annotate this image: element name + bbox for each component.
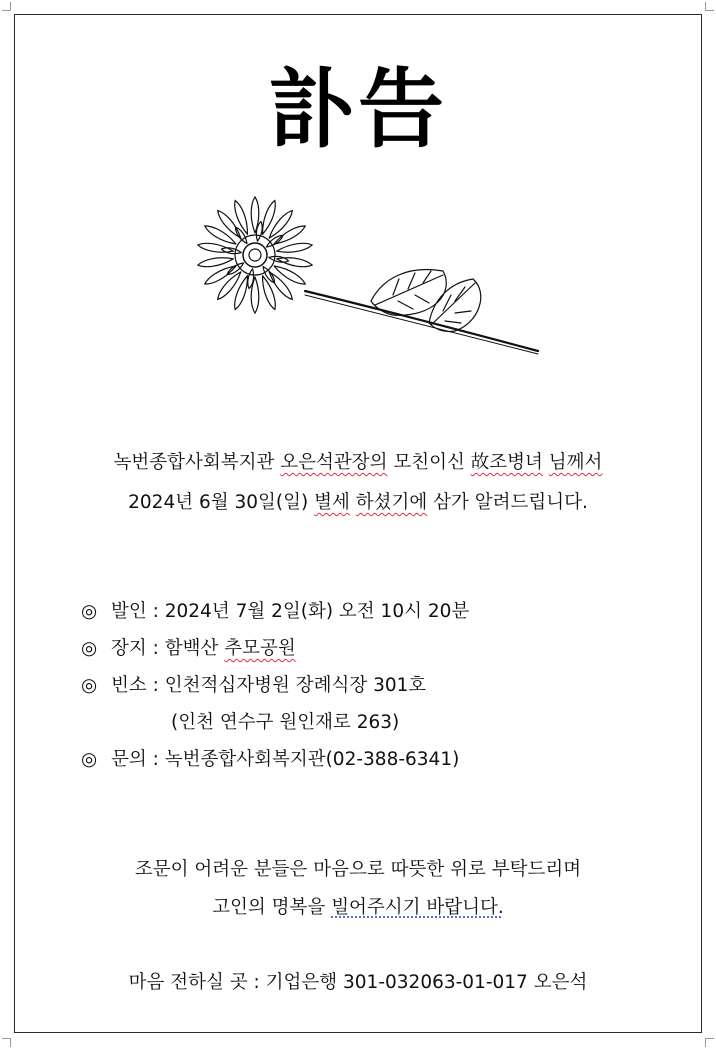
page-corner-mark [2, 2, 11, 11]
detail-separator: : [146, 675, 165, 696]
detail-row-address [81, 704, 469, 741]
detail-separator: : [146, 749, 165, 770]
detail-row-contact [81, 741, 469, 778]
intro-line-1 [15, 443, 701, 483]
intro-text: 별세 [314, 492, 350, 513]
intro-text: 하셨기에 [355, 492, 428, 513]
bullet-mark: ◎ [81, 675, 98, 696]
detail-row-mourning [81, 667, 469, 704]
intro-text: 모친이신 [387, 452, 471, 473]
intro-line-2 [15, 483, 701, 523]
donation-account [15, 963, 701, 1003]
detail-row-funeral [81, 593, 469, 630]
bullet-mark: ◎ [81, 601, 98, 622]
closing-line-1: 조문이 어려운 분들은 마음으로 따뜻한 위로 부탁드리며 [134, 859, 582, 880]
account-label: 마음 전하실 곳 [128, 972, 248, 993]
detail-label: 발인 [111, 601, 147, 622]
date-of-death: 2024년 6월 30일(일) [128, 492, 315, 513]
bullet-mark: ◎ [81, 749, 98, 770]
director-name: 오은석관장의 [280, 452, 388, 473]
detail-value: 추모공원 [224, 638, 296, 659]
page-corner-mark [705, 1038, 714, 1047]
intro-text: 삼가 알려드립니다. [427, 492, 588, 513]
detail-separator: : [146, 638, 165, 659]
detail-row-burial [81, 630, 469, 667]
detail-label: 장지 [111, 638, 147, 659]
bullet-mark: ◎ [81, 638, 98, 659]
page-corner-mark [2, 1038, 11, 1047]
closing-text: 고인의 명복을 [212, 897, 332, 918]
announcement-intro [15, 443, 701, 523]
account-value: 기업은행 301-032063-01-017 오은석 [265, 972, 588, 993]
organization-name: 녹번종합사회복지관 [113, 452, 281, 473]
account-separator: : [247, 972, 266, 993]
page-title: 訃告 [268, 60, 448, 160]
detail-value: 녹번종합사회복지관(02-388-6341) [164, 749, 460, 770]
detail-value: 2024년 7월 2일(화) 오전 10시 20분 [164, 601, 470, 622]
deceased-name: 故조병녀 [470, 452, 543, 473]
detail-separator: : [146, 601, 165, 622]
honorific: 님께서 [548, 452, 603, 473]
detail-label: 문의 [111, 749, 147, 770]
closing-line-2 [15, 889, 701, 927]
closing-text: 빌어주시기 바랍니다. [331, 897, 504, 918]
detail-label: 빈소 [111, 675, 147, 696]
closing-message [15, 851, 701, 927]
document-page [14, 14, 702, 1033]
funeral-details [81, 593, 469, 778]
page-corner-mark [705, 2, 714, 11]
detail-address: (인천 연수구 원인재로 263) [171, 712, 400, 733]
chrysanthemum-illustration [193, 183, 543, 359]
detail-value: 함백산 [164, 638, 225, 659]
detail-value: 인천적십자병원 장례식장 301호 [164, 675, 427, 696]
